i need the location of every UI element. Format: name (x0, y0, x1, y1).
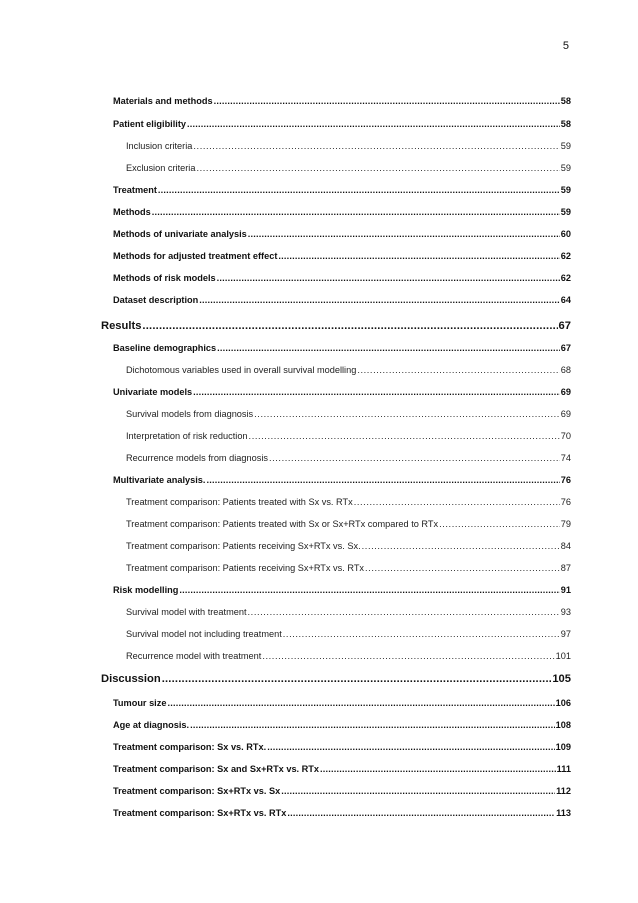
dot-leader (320, 764, 556, 774)
toc-entry[interactable] (113, 343, 571, 353)
dot-leader (206, 475, 559, 485)
dot-leader (267, 742, 554, 752)
toc-entry-label: Treatment comparison: Sx+RTx vs. RTx (113, 808, 287, 818)
toc-entry-label: Methods of univariate analysis (113, 229, 247, 239)
toc-entry[interactable] (113, 808, 571, 818)
toc-entry-page: 69 (560, 387, 571, 397)
toc-entry-page: 112 (556, 786, 571, 796)
toc-entry-label: Methods for adjusted treatment effect (113, 251, 278, 261)
toc-entry-page: 62 (560, 251, 571, 261)
toc-entry-page: 76 (560, 475, 571, 485)
dot-leader (167, 698, 554, 708)
dot-leader (190, 720, 555, 730)
dot-leader (278, 251, 559, 261)
dot-leader (287, 808, 555, 818)
toc-entry[interactable] (113, 475, 571, 485)
dot-leader (439, 519, 560, 529)
toc-entry-page: 58 (560, 96, 571, 106)
dot-leader (283, 629, 560, 639)
toc-entry[interactable] (126, 365, 571, 375)
toc-entry-page: 58 (560, 119, 571, 129)
dot-leader (193, 141, 559, 151)
toc-entry[interactable] (126, 541, 571, 551)
toc-entry[interactable] (113, 251, 571, 261)
toc-entry-label: Treatment comparison: Patients treated with Sx or Sx+RTx compared to RTx (126, 519, 439, 529)
toc-entry[interactable] (113, 387, 571, 397)
dot-leader (179, 585, 559, 595)
toc-entry-label: Materials and methods (113, 96, 213, 106)
toc-entry-label: Treatment comparison: Patients treated with Sx vs. RTx (126, 497, 353, 507)
toc-entry[interactable] (126, 453, 571, 463)
toc-entry[interactable] (126, 497, 571, 507)
dot-leader (269, 453, 560, 463)
toc-entry-page: 76 (560, 497, 571, 507)
toc-entry-page: 105 (552, 673, 571, 685)
toc-entry[interactable] (113, 764, 571, 774)
dot-leader (354, 497, 560, 507)
toc-entry[interactable] (113, 207, 571, 217)
toc-entry-page: 113 (556, 808, 571, 818)
toc-heading[interactable] (101, 673, 571, 685)
toc-entry-label: Methods of risk models (113, 273, 216, 283)
toc-heading[interactable] (101, 320, 571, 332)
toc-entry-page: 70 (560, 431, 571, 441)
toc-entry-label: Methods (113, 207, 151, 217)
toc-entry-label: Tumour size (113, 698, 167, 708)
toc-entry-label: Patient eligibility (113, 119, 187, 129)
dot-leader (281, 786, 555, 796)
dot-leader (187, 119, 560, 129)
toc-entry-label: Inclusion criteria (126, 141, 193, 151)
dot-leader (248, 607, 560, 617)
toc-entry-label: Treatment (113, 185, 157, 195)
dot-leader (357, 365, 559, 375)
toc-entry[interactable] (126, 163, 571, 173)
toc-entry[interactable] (126, 431, 571, 441)
toc-entry-label: Exclusion criteria (126, 163, 196, 173)
toc-entry[interactable] (113, 585, 571, 595)
toc-entry[interactable] (113, 96, 571, 106)
toc-entry-label: Treatment comparison: Patients receiving Sx+RTx vs. Sx. (126, 541, 361, 551)
toc-entry-page: 69 (560, 409, 571, 419)
toc-entry-label: Baseline demographics (113, 343, 217, 353)
toc-entry-label: Survival model with treatment (126, 607, 247, 617)
toc-entry-page: 59 (560, 207, 571, 217)
toc-entry[interactable] (113, 295, 571, 305)
toc-entry-page: 67 (558, 320, 571, 332)
dot-leader (365, 563, 560, 573)
toc-entry-page: 111 (556, 764, 571, 774)
toc-entry-page: 59 (560, 163, 571, 173)
dot-leader (196, 163, 559, 173)
toc-entry-label: Survival model not including treatment (126, 629, 282, 639)
dot-leader (158, 185, 560, 195)
toc-entry-label: Recurrence models from diagnosis (126, 453, 268, 463)
toc-entry-label: Interpretation of risk reduction (126, 431, 248, 441)
toc-entry-label: Univariate models (113, 387, 193, 397)
toc-entry-page: 74 (560, 453, 571, 463)
toc-entry[interactable] (113, 742, 571, 752)
toc-entry-page: 91 (560, 585, 571, 595)
dot-leader (193, 387, 560, 397)
toc-entry-page: 97 (560, 629, 571, 639)
toc-entry-label: Multivariate analysis. (113, 475, 206, 485)
dot-leader (254, 409, 560, 419)
toc-entry-page: 59 (560, 141, 571, 151)
dot-leader (142, 320, 557, 332)
dot-leader (217, 343, 560, 353)
dot-leader (152, 207, 560, 217)
toc-entry[interactable] (126, 409, 571, 419)
toc-entry-label: Treatment comparison: Sx+RTx vs. Sx (113, 786, 281, 796)
toc-entry[interactable] (113, 720, 571, 730)
dot-leader (162, 673, 552, 685)
toc-entry-label: Treatment comparison: Sx vs. RTx. (113, 742, 267, 752)
toc-entry-label: Dataset description (113, 295, 199, 305)
toc-entry[interactable] (113, 273, 571, 283)
toc-entry[interactable] (126, 629, 571, 639)
toc-entry-label: Risk modelling (113, 585, 179, 595)
toc-entry-label: Dichotomous variables used in overall survival modelling (126, 365, 357, 375)
toc-entry-label: Age at diagnosis. (113, 720, 190, 730)
toc-entry-page: 84 (560, 541, 571, 551)
toc-entry-label: Discussion (101, 673, 161, 685)
toc-entry-label: Results (101, 320, 142, 332)
toc-entry-page: 101 (555, 651, 571, 661)
page-number: 5 (562, 40, 569, 52)
toc-entry-page: 60 (560, 229, 571, 239)
toc-entry-page: 93 (560, 607, 571, 617)
toc-entry-label: Treatment comparison: Sx and Sx+RTx vs. RTx (113, 764, 320, 774)
toc-entry-label: Survival models from diagnosis (126, 409, 254, 419)
toc-entry-label: Treatment comparison: Patients receiving Sx+RTx vs. RTx (126, 563, 365, 573)
dot-leader (199, 295, 560, 305)
toc-entry-page: 64 (560, 295, 571, 305)
toc-entry[interactable] (113, 698, 571, 708)
toc-entry[interactable] (113, 185, 571, 195)
toc-entry-page: 79 (560, 519, 571, 529)
toc-entry-page: 59 (560, 185, 571, 195)
toc-entry-page: 108 (555, 720, 571, 730)
toc-entry-label: Recurrence model with treatment (126, 651, 262, 661)
toc-entry[interactable] (126, 607, 571, 617)
dot-leader (248, 229, 560, 239)
toc-entry-page: 62 (560, 273, 571, 283)
toc-entry[interactable] (113, 786, 571, 796)
dot-leader (249, 431, 560, 441)
toc-entry-page: 67 (560, 343, 571, 353)
toc-entry-page: 106 (555, 698, 571, 708)
toc-entry[interactable] (126, 519, 571, 529)
dot-leader (214, 96, 560, 106)
dot-leader (362, 541, 560, 551)
toc-entry[interactable] (113, 229, 571, 239)
toc-entry[interactable] (113, 119, 571, 129)
dot-leader (217, 273, 560, 283)
toc-entry-page: 109 (555, 742, 571, 752)
toc-entry-page: 68 (560, 365, 571, 375)
toc-entry[interactable] (126, 141, 571, 151)
toc-entry[interactable] (126, 563, 571, 573)
dot-leader (262, 651, 554, 661)
toc-entry[interactable] (126, 651, 571, 661)
toc-entry-page: 87 (560, 563, 571, 573)
